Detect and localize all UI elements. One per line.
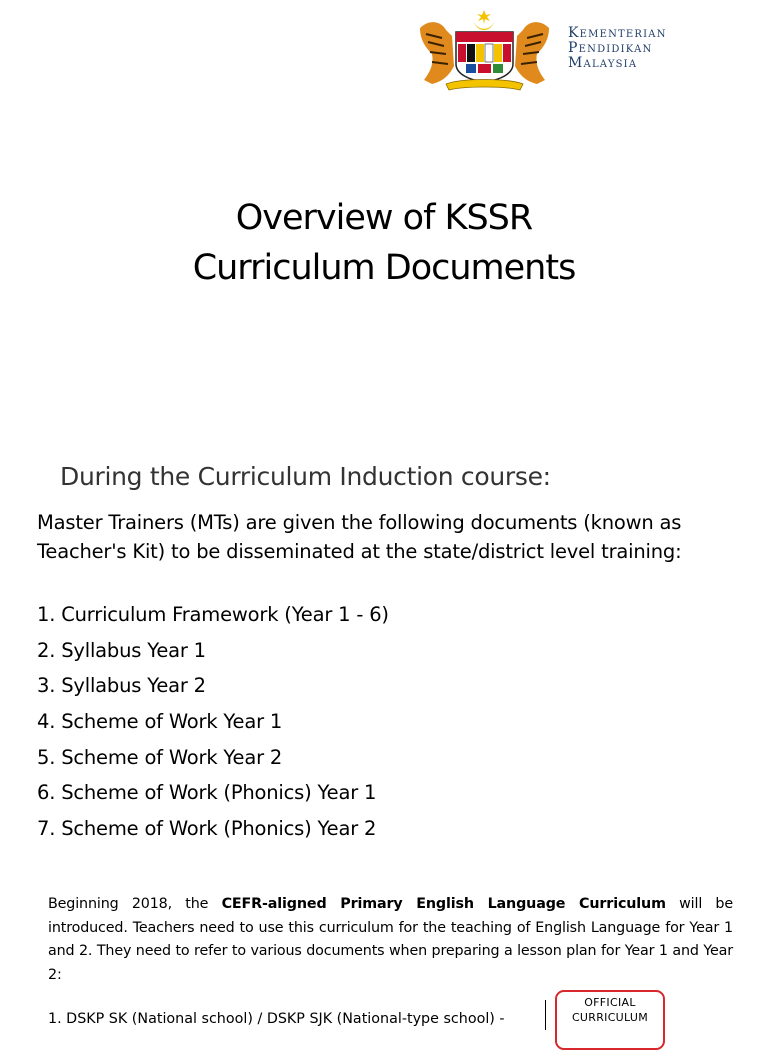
list-item: 1. Curriculum Framework (Year 1 - 6)	[37, 603, 389, 626]
document-list	[37, 597, 389, 847]
title-line-1: Overview of KSSR	[235, 198, 533, 238]
ministry-line-2: Pendidikan	[568, 40, 653, 56]
list-item: 4. Scheme of Work Year 1	[37, 710, 283, 734]
ministry-name	[568, 26, 667, 71]
list-item: 2. Syllabus Year 1	[37, 638, 206, 662]
official-box-line-1: OFFICIAL	[584, 996, 636, 1009]
ministry-line-1: Kementerian	[568, 25, 667, 41]
paragraph-bold-text: CEFR-aligned Primary English Language Curriculum	[221, 896, 666, 912]
official-box-line-2: CURRICULUM	[571, 1011, 649, 1024]
intro-text: Master Trainers (MTs) are given the following documents (known as Teacher's Kit) to be disseminated at the state/district level training:	[37, 511, 682, 563]
section-subheading: During the Curriculum Induction course:	[60, 462, 551, 491]
coat-of-arms-logo	[412, 8, 557, 93]
paragraph-text-end: will be introduced. Teachers need to use this curriculum for the teaching of English Language for Year 1 and 2. They need to refer to various documents when preparing a lesson plan for Year 1 and Year 2:	[48, 896, 733, 983]
list-item: 7. Scheme of Work (Phonics) Year 2	[37, 817, 377, 841]
paragraph-text-start: Beginning 2018, the	[48, 896, 222, 912]
cefr-paragraph	[48, 893, 733, 987]
official-curriculum-box	[555, 990, 665, 1050]
title-line-2: Curriculum Documents	[192, 248, 576, 288]
ministry-line-3: Malaysia	[568, 55, 638, 71]
bracket-line	[545, 1000, 546, 1030]
list-item: 6. Scheme of Work (Phonics) Year 1	[37, 781, 377, 805]
list-item: 3. Syllabus Year 2	[37, 674, 206, 698]
dskp-list-item: 1. DSKP SK (National school) / DSKP SJK (National-type school) -	[48, 1011, 505, 1027]
page-title	[0, 193, 768, 293]
list-item: 5. Scheme of Work Year 2	[37, 745, 283, 769]
